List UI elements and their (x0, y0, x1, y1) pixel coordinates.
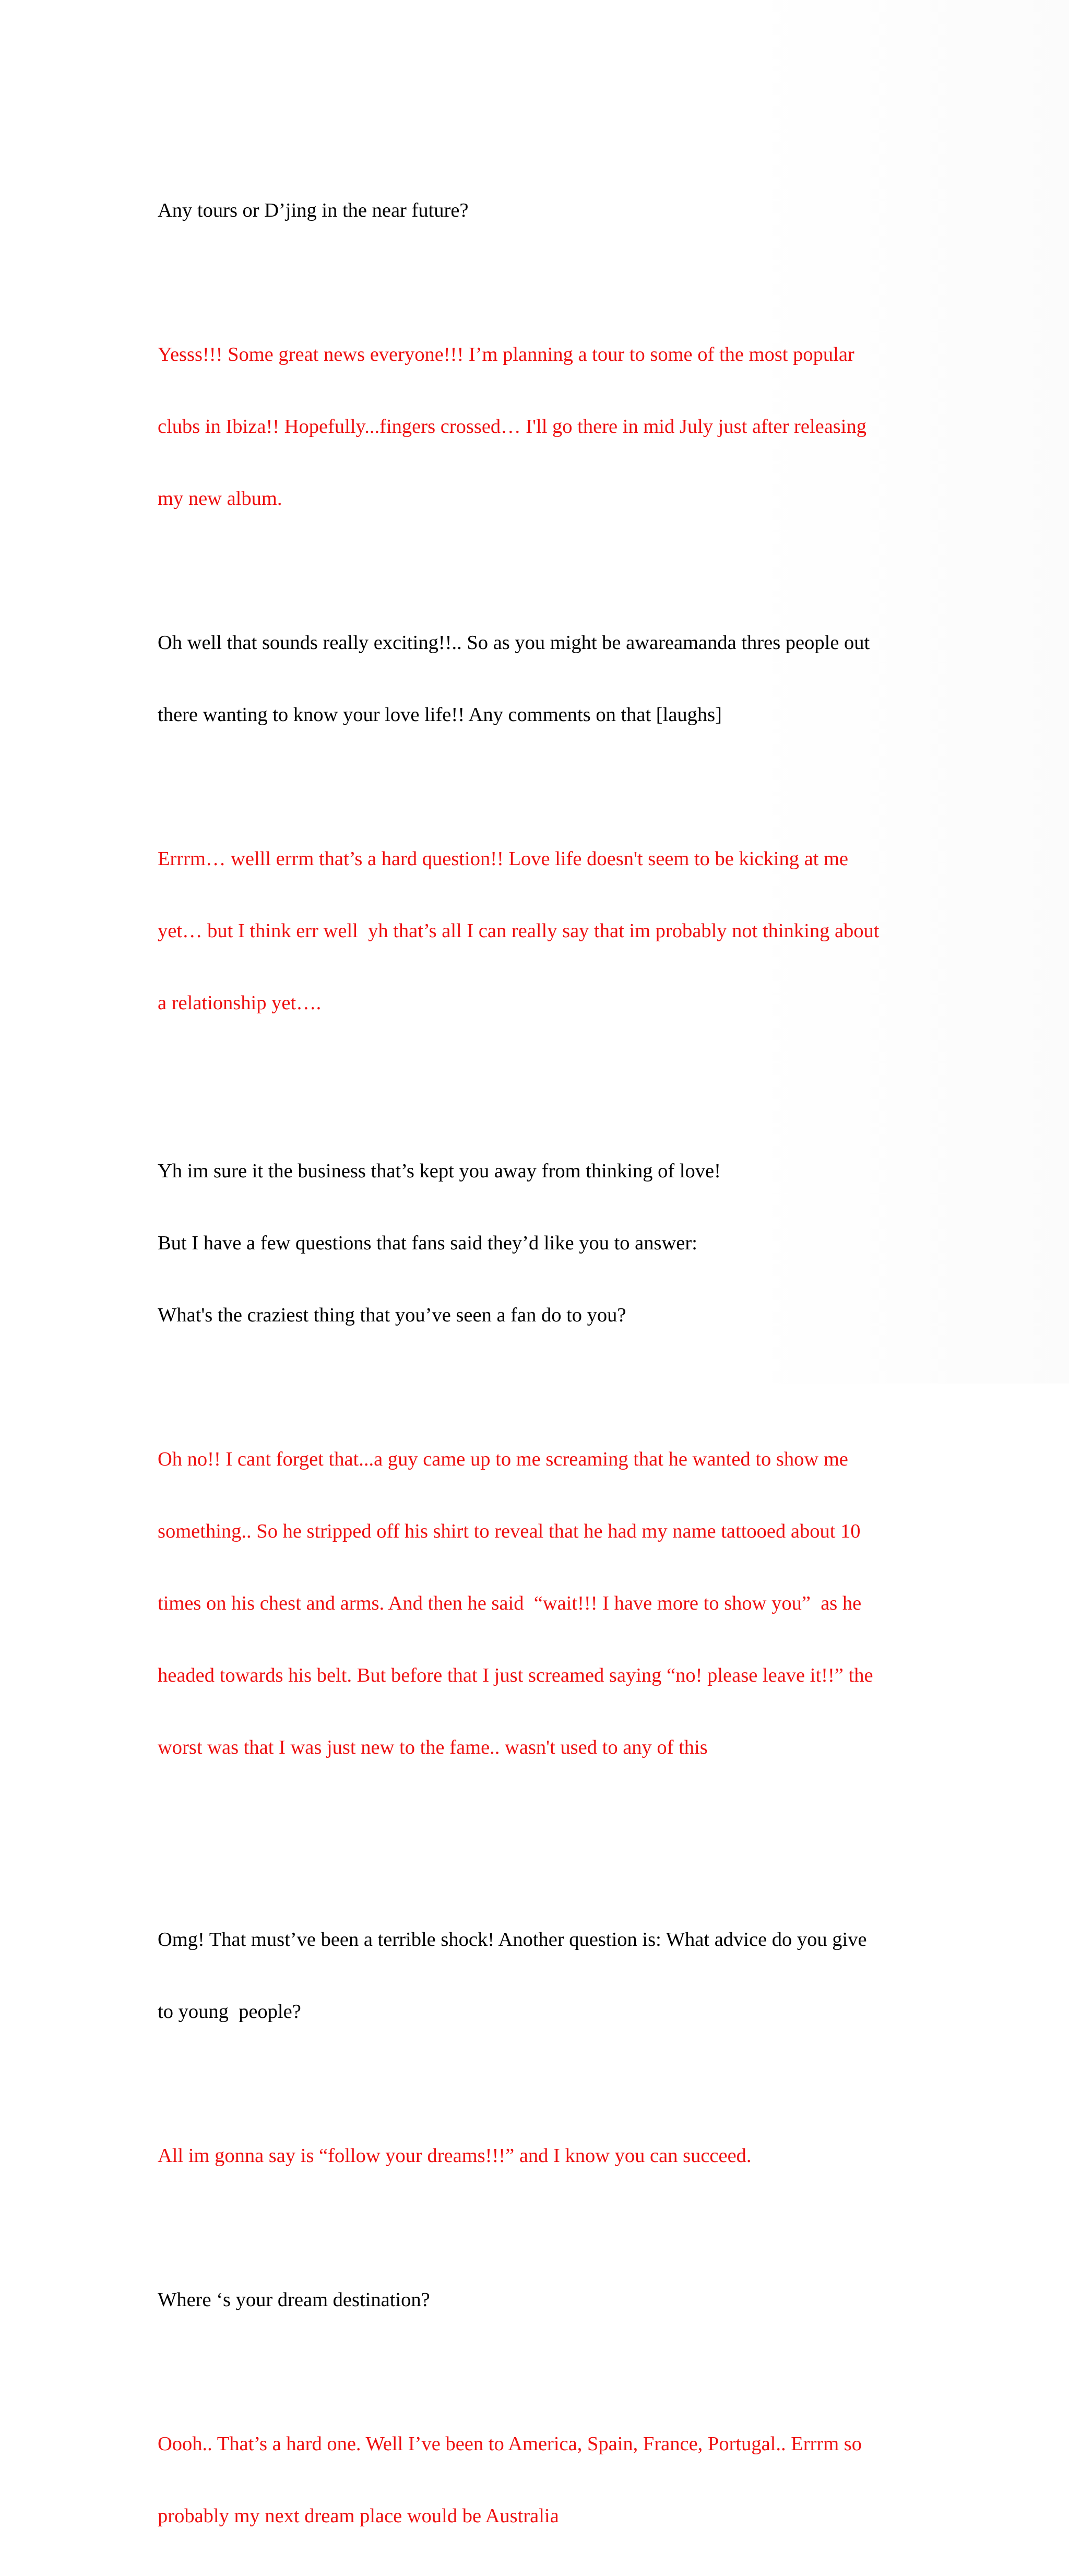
answer-5 (158, 2384, 925, 2576)
answer-1-line-1: Yesss!!! Some great news everyone!!! I’m planning a tour to some of the most popular (158, 344, 854, 365)
question-2-line-2: there wanting to know your love life!! Any comments on that [laughs] (158, 704, 722, 726)
answer-4 (158, 2096, 925, 2216)
answer-3-line-4: headed towards his belt. But before that I just screamed saying “no! please leave it!!” the (158, 1664, 873, 1686)
answer-2-line-1: Errrm… welll errm that’s a hard question!! Love life doesn't seem to be kicking at me (158, 848, 849, 870)
interview-transcript (158, 150, 925, 2576)
answer-2 (158, 799, 925, 1063)
question-4-line-2: to young people? (158, 2001, 301, 2023)
question-1 (158, 150, 925, 270)
answer-2-line-3: a relationship yet…. (158, 992, 322, 1014)
question-3-line-1: Yh im sure it the business that’s kept you away from thinking of love! (158, 1160, 721, 1182)
answer-5-line-1: Oooh.. That’s a hard one. Well I’ve been to America, Spain, France, Portugal.. Errrm so (158, 2433, 862, 2455)
answer-3-line-1: Oh no!! I cant forget that...a guy came up to me screaming that he wanted to show me (158, 1448, 848, 1470)
answer-4-line-1: All im gonna say is “follow your dreams!!!” and I know you can succeed. (158, 2145, 752, 2167)
answer-1 (158, 294, 925, 559)
answer-2-line-2: yet… but I think err well yh that’s all I can really say that im probably not thinking about (158, 920, 880, 942)
answer-1-line-3: my new album. (158, 488, 282, 510)
question-4-line-1: Omg! That must’ve been a terrible shock! Another question is: What advice do you give (158, 1929, 867, 1951)
question-1-line-1: Any tours or D’jing in the near future? (158, 199, 469, 221)
question-5-line-1: Where ‘s your dream destination? (158, 2289, 430, 2311)
question-3-line-3: What's the craziest thing that you’ve seen a fan do to you? (158, 1304, 626, 1326)
answer-5-line-2: probably my next dream place would be Australia (158, 2505, 559, 2527)
answer-3 (158, 1399, 925, 1807)
question-2-line-1: Oh well that sounds really exciting!!.. So as you might be awareamanda thres people out (158, 632, 870, 654)
answer-3-line-3: times on his chest and arms. And then he said “wait!!! I have more to show you” as he (158, 1592, 862, 1614)
answer-3-line-2: something.. So he stripped off his shirt to reveal that he had my name tattooed about 10 (158, 1520, 861, 1542)
answer-3-line-5: worst was that I was just new to the fame.. wasn't used to any of this (158, 1736, 708, 1758)
answer-1-line-2: clubs in Ibiza!! Hopefully...fingers crossed… I'll go there in mid July just after releasing (158, 416, 866, 438)
question-4 (158, 1880, 925, 2072)
question-2 (158, 583, 925, 775)
question-5 (158, 2240, 925, 2360)
question-3-line-2: But I have a few questions that fans said they’d like you to answer: (158, 1232, 697, 1254)
question-3 (158, 1111, 925, 1375)
